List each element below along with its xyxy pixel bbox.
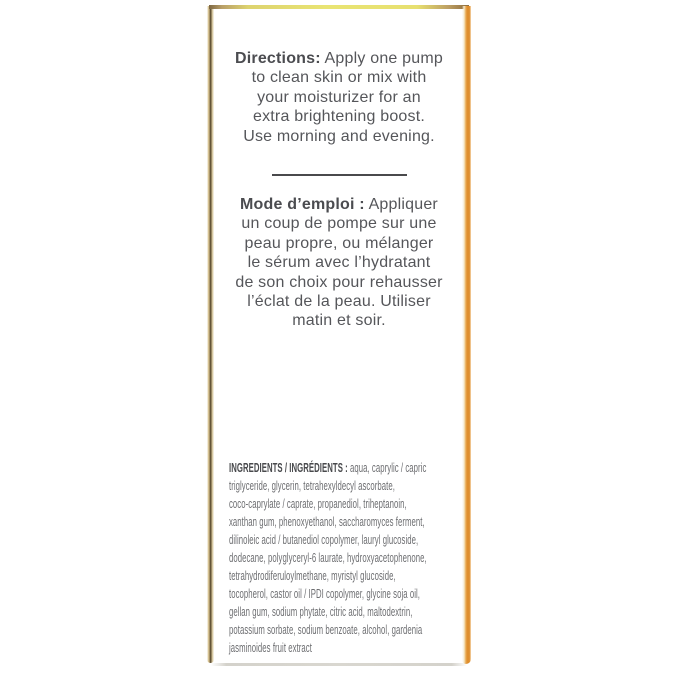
- directions-line: to clean skin or mix with: [251, 69, 427, 87]
- mode-emploi-line: le sérum avec l’hydratant: [247, 254, 431, 272]
- mode-emploi-line: de son choix pour rehausser: [235, 273, 443, 291]
- box-bottom-edge: [211, 663, 467, 666]
- directions-label: Directions:: [235, 50, 321, 67]
- mode-emploi-line: peau propre, ou mélanger: [244, 234, 434, 252]
- ingredients-line: dilinoleic acid / butanediol copolymer, lauryl glucoside,: [229, 533, 419, 547]
- mode-emploi-line1-rest: Appliquer: [368, 196, 438, 213]
- mode-emploi-line: un coup de pompe sur une: [241, 215, 437, 233]
- ingredients-line: jasminoides fruit extract: [229, 641, 312, 655]
- mode-emploi-line: l’éclat de la peau. Utiliser: [247, 293, 431, 311]
- directions-french: [208, 195, 470, 331]
- box-top-edge-yellow: [209, 5, 469, 9]
- ingredients-line: tetrahydrodiferuloylmethane, myristyl glucoside,: [229, 569, 396, 583]
- mode-emploi-label: Mode d’emploi :: [240, 196, 365, 213]
- directions-line: extra brightening boost.: [252, 108, 426, 126]
- ingredients-line: triglyceride, glycerin, tetrahexyldecyl ascorbate,: [229, 479, 395, 493]
- directions-line: [208, 49, 470, 68]
- ingredients-list: [229, 459, 465, 657]
- section-divider-line: [272, 174, 407, 176]
- mode-emploi-line: [208, 195, 470, 214]
- ingredients-line: coco-caprylate / caprate, propanediol, triheptanoin,: [229, 497, 407, 511]
- ingredients-line: [229, 459, 465, 477]
- directions-english: [208, 49, 470, 146]
- ingredients-line: potassium sorbate, sodium benzoate, alcohol, gardenia: [229, 623, 423, 637]
- ingredients-label: INGREDIENTS / INGRÉDIENTS :: [229, 461, 348, 475]
- directions-line: Use morning and evening.: [243, 127, 435, 145]
- ingredients-line: gellan gum, sodium phytate, citric acid, maltodextrin,: [229, 605, 413, 619]
- directions-line1-rest: Apply one pump: [324, 50, 443, 67]
- ingredients-line1-rest: aqua, caprylic / capric: [350, 461, 427, 475]
- ingredients-line: xanthan gum, phenoxyethanol, saccharomyces ferment,: [229, 515, 425, 529]
- directions-line: your moisturizer for an: [257, 88, 421, 106]
- ingredients-line: tocopherol, castor oil / IPDI copolymer, glycine soja oil,: [229, 587, 420, 601]
- ingredients-line: dodecane, polyglyceryl-6 laurate, hydroxyacetophenone,: [229, 551, 427, 565]
- mode-emploi-line: matin et soir.: [292, 312, 386, 330]
